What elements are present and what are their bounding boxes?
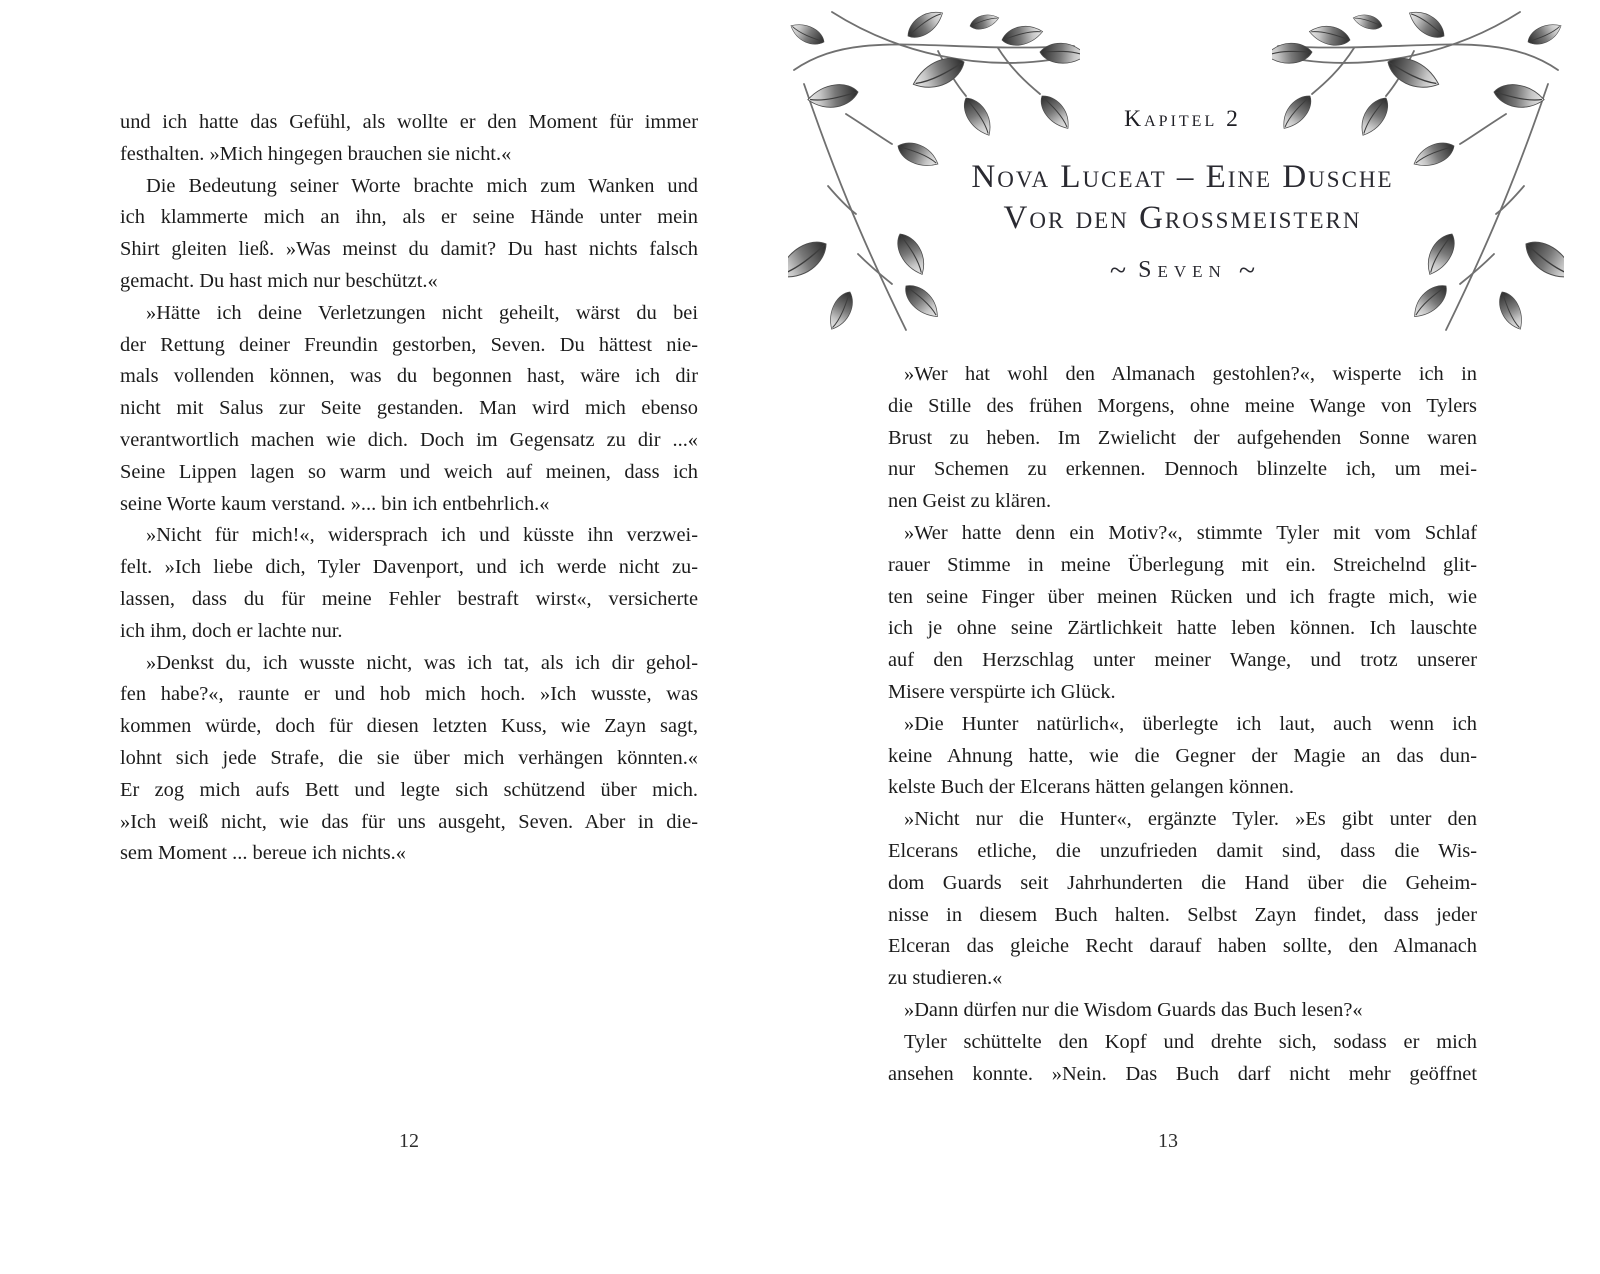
text-line: nicht mit Salus zur Seite gestanden. Man wird mich ebenso: [120, 397, 698, 420]
text-line: nisse in diesem Buch halten. Selbst Zayn findet, dass jeder: [888, 903, 1477, 926]
text-line: »Nicht nur die Hunter«, ergänzte Tyler. »Es gibt unter den: [904, 808, 1477, 831]
text-line: Elceran das gleiche Recht darauf haben sollte, den Almanach: [888, 935, 1477, 958]
text-line: gemacht. Du hast mich nur beschützt.«: [120, 269, 438, 292]
text-line: »Ich weiß nicht, wie das für uns ausgeht, Seven. Aber in die-: [120, 810, 698, 833]
chapter-title: [868, 157, 1497, 239]
text-line: fen habe?«, raunte er und hob mich hoch. »Ich wusste, was: [120, 683, 698, 706]
right-page-text: [888, 359, 1477, 1090]
chapter-label: Kapitel 2: [1124, 106, 1241, 132]
chapter-subtitle-word: Seven: [1138, 257, 1227, 283]
chapter-title-line-2: Vor den Grossmeistern: [1003, 200, 1362, 236]
text-line: Er zog mich aufs Bett und legte sich schützend über mich.: [120, 778, 698, 801]
text-line: festhalten. »Mich hingegen brauchen sie nicht.«: [120, 142, 512, 165]
text-line: lohnt sich jede Strafe, die sie über mich verhängen könnten.«: [120, 746, 698, 769]
paragraph: [120, 648, 698, 871]
tilde-ornament-right: ~: [1238, 254, 1256, 287]
text-line: sem Moment ... bereue ich nichts.«: [120, 842, 406, 865]
text-line: ich klammerte mich an ihn, als er seine Hände unter mein: [120, 206, 698, 229]
text-line: kommen würde, doch für diesen letzten Kuss, wie Zayn sagt,: [120, 715, 698, 738]
paragraph: [888, 995, 1477, 1027]
text-line: rauer Stimme in meine Überlegung mit ein. Streichelnd glit-: [888, 553, 1477, 576]
paragraph: [888, 1027, 1477, 1091]
text-line: und ich hatte das Gefühl, als wollte er den Moment für immer: [120, 111, 698, 133]
text-line: »Nicht für mich!«, widersprach ich und küsste ihn verzwei-: [146, 524, 698, 547]
text-line: Seine Lippen lagen so warm und weich auf meinen, dass ich: [120, 460, 698, 483]
text-line: Misere verspürte ich Glück.: [888, 680, 1116, 703]
text-line: »Wer hat wohl den Almanach gestohlen?«, wisperte ich in: [904, 363, 1477, 385]
paragraph: [888, 709, 1477, 804]
text-line: ten seine Finger über meinen Rücken und ich fragte mich, wie: [888, 585, 1477, 608]
text-line: Shirt gleiten ließ. »Was meinst du damit? Du hast nichts falsch: [120, 238, 698, 261]
text-line: der Rettung deiner Freundin gestorben, Seven. Du hättest nie-: [120, 333, 698, 356]
paragraph: [120, 171, 698, 298]
text-line: ich ihm, doch er lachte nur.: [120, 619, 343, 642]
text-line: seine Worte kaum verstand. »... bin ich entbehrlich.«: [120, 492, 550, 515]
text-line: keine Ahnung hatte, wie die Gegner der Magie an das dun-: [888, 744, 1477, 767]
text-line: kelste Buch der Elcerans hätten gelangen können.: [888, 776, 1294, 799]
text-line: dom Guards seit Jahrhunderten die Hand über die Geheim-: [888, 871, 1477, 894]
text-line: »Dann dürfen nur die Wisdom Guards das Buch lesen?«: [904, 998, 1363, 1021]
text-line: Brust zu heben. Im Zwielicht der aufgehenden Sonne waren: [888, 426, 1477, 449]
paragraph: [120, 520, 698, 647]
paragraph: [888, 804, 1477, 995]
text-line: nen Geist zu klären.: [888, 490, 1052, 513]
page-number-left: 12: [399, 1130, 419, 1152]
paragraph: [120, 298, 698, 521]
text-line: auf den Herzschlag unter meiner Wange, und trotz unserer: [888, 649, 1477, 672]
text-line: Tyler schüttelte den Kopf und drehte sich, sodass er mich: [904, 1030, 1477, 1053]
page-number-right: 13: [1158, 1130, 1178, 1152]
text-line: »Wer hatte denn ein Motiv?«, stimmte Tyler mit vom Schlaf: [904, 521, 1477, 544]
text-line: Elcerans etliche, die unzufrieden damit sind, dass die Wis-: [888, 839, 1477, 862]
text-line: verantwortlich machen wie dich. Doch im Gegensatz zu dir ...«: [120, 428, 698, 451]
text-line: ich je ohne seine Zärtlichkeit hatte leben können. Ich lauschte: [888, 617, 1477, 640]
text-line: ansehen konnte. »Nein. Das Buch darf nicht mehr geöffnet: [888, 1062, 1477, 1085]
text-line: »Die Hunter natürlich«, überlegte ich laut, auch wenn ich: [904, 712, 1477, 735]
text-line: lassen, dass du für meine Fehler bestraft wirst«, versicherte: [120, 587, 698, 610]
left-page-text: [120, 107, 698, 870]
paragraph: [120, 107, 698, 171]
paragraph: [888, 518, 1477, 709]
tilde-ornament-left: ~: [1109, 254, 1127, 287]
text-line: Die Bedeutung seiner Worte brachte mich zum Wanken und: [146, 174, 698, 197]
paragraph: [888, 359, 1477, 518]
text-line: »Hätte ich deine Verletzungen nicht geheilt, wärst du bei: [146, 301, 698, 324]
chapter-title-line-1: Nova Luceat – Eine Dusche: [971, 159, 1394, 195]
text-line: »Denkst du, ich wusste nicht, was ich tat, als ich dir gehol-: [146, 651, 698, 674]
text-line: zu studieren.«: [888, 967, 1003, 990]
text-line: felt. »Ich liebe dich, Tyler Davenport, und ich werde nicht zu-: [120, 556, 698, 579]
text-line: nur Schemen zu erkennen. Dennoch blinzelte ich, um mei-: [888, 458, 1477, 481]
text-line: die Stille des frühen Morgens, ohne meine Wange von Tylers: [888, 394, 1477, 417]
text-line: mals vollenden können, was du begonnen hast, wäre ich dir: [120, 365, 698, 388]
chapter-subtitle: [868, 254, 1497, 288]
